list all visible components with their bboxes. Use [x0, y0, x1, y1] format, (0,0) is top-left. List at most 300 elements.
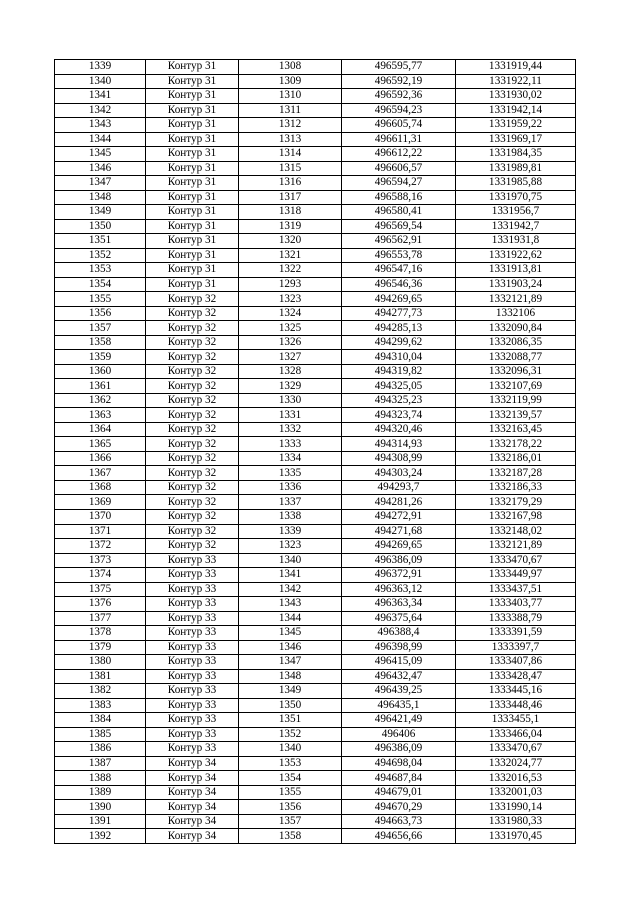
y-coordinate-cell: 1333391,59	[456, 626, 576, 641]
point-number-cell: 1335	[239, 466, 342, 481]
point-number-cell: 1337	[239, 495, 342, 510]
x-coordinate-cell: 494272,91	[342, 509, 456, 524]
x-coordinate-cell: 494269,65	[342, 539, 456, 554]
y-coordinate-cell: 1332090,84	[456, 321, 576, 336]
table-row	[55, 277, 576, 292]
x-coordinate-cell: 496547,16	[342, 263, 456, 278]
row-number-cell: 1371	[55, 524, 146, 539]
point-number-cell: 1327	[239, 350, 342, 365]
x-coordinate-cell: 496421,49	[342, 713, 456, 728]
contour-name-cell: Контур 32	[146, 524, 239, 539]
contour-name-cell: Контур 32	[146, 495, 239, 510]
y-coordinate-cell: 1332121,89	[456, 292, 576, 307]
x-coordinate-cell: 496605,74	[342, 118, 456, 133]
point-number-cell: 1352	[239, 727, 342, 742]
table-row	[55, 205, 576, 220]
table-row	[55, 640, 576, 655]
table-row	[55, 306, 576, 321]
contour-name-cell: Контур 31	[146, 74, 239, 89]
x-coordinate-cell: 496435,1	[342, 698, 456, 713]
y-coordinate-cell: 1332186,01	[456, 451, 576, 466]
x-coordinate-cell: 494320,46	[342, 422, 456, 437]
table-row	[55, 176, 576, 191]
row-number-cell: 1391	[55, 814, 146, 829]
row-number-cell: 1372	[55, 539, 146, 554]
table-row	[55, 292, 576, 307]
row-number-cell: 1375	[55, 582, 146, 597]
y-coordinate-cell: 1333455,1	[456, 713, 576, 728]
row-number-cell: 1376	[55, 597, 146, 612]
row-number-cell: 1374	[55, 568, 146, 583]
y-coordinate-cell: 1332163,45	[456, 422, 576, 437]
y-coordinate-cell: 1331903,24	[456, 277, 576, 292]
row-number-cell: 1381	[55, 669, 146, 684]
x-coordinate-cell: 496592,36	[342, 89, 456, 104]
point-number-cell: 1323	[239, 539, 342, 554]
contour-name-cell: Контур 33	[146, 597, 239, 612]
point-number-cell: 1311	[239, 103, 342, 118]
row-number-cell: 1356	[55, 306, 146, 321]
row-number-cell: 1354	[55, 277, 146, 292]
contour-name-cell: Контур 31	[146, 89, 239, 104]
point-number-cell: 1338	[239, 509, 342, 524]
table-row	[55, 785, 576, 800]
table-row	[55, 756, 576, 771]
x-coordinate-cell: 496588,16	[342, 190, 456, 205]
point-number-cell: 1334	[239, 451, 342, 466]
x-coordinate-cell: 496363,12	[342, 582, 456, 597]
point-number-cell: 1318	[239, 205, 342, 220]
x-coordinate-cell: 494281,26	[342, 495, 456, 510]
y-coordinate-cell: 1333407,86	[456, 655, 576, 670]
contour-name-cell: Контур 31	[146, 190, 239, 205]
y-coordinate-cell: 1332086,35	[456, 335, 576, 350]
contour-name-cell: Контур 34	[146, 829, 239, 844]
table-row	[55, 495, 576, 510]
contour-name-cell: Контур 31	[146, 103, 239, 118]
point-number-cell: 1325	[239, 321, 342, 336]
y-coordinate-cell: 1332148,02	[456, 524, 576, 539]
contour-name-cell: Контур 33	[146, 698, 239, 713]
row-number-cell: 1373	[55, 553, 146, 568]
row-number-cell: 1379	[55, 640, 146, 655]
y-coordinate-cell: 1331989,81	[456, 161, 576, 176]
x-coordinate-cell: 496439,25	[342, 684, 456, 699]
table-row	[55, 611, 576, 626]
row-number-cell: 1349	[55, 205, 146, 220]
table-row	[55, 553, 576, 568]
point-number-cell: 1321	[239, 248, 342, 263]
y-coordinate-cell: 1331942,14	[456, 103, 576, 118]
point-number-cell: 1348	[239, 669, 342, 684]
x-coordinate-cell: 494308,99	[342, 451, 456, 466]
point-number-cell: 1312	[239, 118, 342, 133]
x-coordinate-cell: 496612,22	[342, 147, 456, 162]
row-number-cell: 1365	[55, 437, 146, 452]
y-coordinate-cell: 1332167,98	[456, 509, 576, 524]
row-number-cell: 1385	[55, 727, 146, 742]
x-coordinate-cell: 494323,74	[342, 408, 456, 423]
point-number-cell: 1331	[239, 408, 342, 423]
y-coordinate-cell: 1331984,35	[456, 147, 576, 162]
y-coordinate-cell: 1331942,7	[456, 219, 576, 234]
contour-name-cell: Контур 34	[146, 800, 239, 815]
x-coordinate-cell: 494325,23	[342, 393, 456, 408]
table-row	[55, 451, 576, 466]
table-row	[55, 248, 576, 263]
x-coordinate-cell: 496432,47	[342, 669, 456, 684]
point-number-cell: 1324	[239, 306, 342, 321]
x-coordinate-cell: 494271,68	[342, 524, 456, 539]
table-row	[55, 800, 576, 815]
point-number-cell: 1317	[239, 190, 342, 205]
x-coordinate-cell: 494679,01	[342, 785, 456, 800]
table-row	[55, 626, 576, 641]
table-row	[55, 524, 576, 539]
row-number-cell: 1383	[55, 698, 146, 713]
contour-name-cell: Контур 32	[146, 292, 239, 307]
point-number-cell: 1339	[239, 524, 342, 539]
table-row	[55, 132, 576, 147]
x-coordinate-cell: 496386,09	[342, 742, 456, 757]
x-coordinate-cell: 496553,78	[342, 248, 456, 263]
point-number-cell: 1344	[239, 611, 342, 626]
contour-name-cell: Контур 32	[146, 509, 239, 524]
y-coordinate-cell: 1331922,11	[456, 74, 576, 89]
contour-name-cell: Контур 32	[146, 306, 239, 321]
table-row	[55, 393, 576, 408]
y-coordinate-cell: 1332186,33	[456, 480, 576, 495]
point-number-cell: 1349	[239, 684, 342, 699]
contour-name-cell: Контур 31	[146, 161, 239, 176]
contour-name-cell: Контур 34	[146, 814, 239, 829]
x-coordinate-cell: 496562,91	[342, 234, 456, 249]
point-number-cell: 1353	[239, 756, 342, 771]
point-number-cell: 1293	[239, 277, 342, 292]
row-number-cell: 1351	[55, 234, 146, 249]
contour-name-cell: Контур 34	[146, 771, 239, 786]
row-number-cell: 1347	[55, 176, 146, 191]
row-number-cell: 1342	[55, 103, 146, 118]
row-number-cell: 1367	[55, 466, 146, 481]
table-row	[55, 219, 576, 234]
table-row	[55, 568, 576, 583]
y-coordinate-cell: 1332016,53	[456, 771, 576, 786]
y-coordinate-cell: 1333428,47	[456, 669, 576, 684]
table-row	[55, 829, 576, 844]
y-coordinate-cell: 1333466,04	[456, 727, 576, 742]
contour-name-cell: Контур 33	[146, 669, 239, 684]
row-number-cell: 1343	[55, 118, 146, 133]
y-coordinate-cell: 1333448,46	[456, 698, 576, 713]
table-row	[55, 713, 576, 728]
row-number-cell: 1392	[55, 829, 146, 844]
point-number-cell: 1320	[239, 234, 342, 249]
row-number-cell: 1361	[55, 379, 146, 394]
point-number-cell: 1314	[239, 147, 342, 162]
row-number-cell: 1369	[55, 495, 146, 510]
table-row	[55, 234, 576, 249]
point-number-cell: 1336	[239, 480, 342, 495]
contour-name-cell: Контур 33	[146, 582, 239, 597]
y-coordinate-cell: 1331980,33	[456, 814, 576, 829]
table-row	[55, 118, 576, 133]
contour-name-cell: Контур 31	[146, 118, 239, 133]
y-coordinate-cell: 1332178,22	[456, 437, 576, 452]
x-coordinate-cell: 496592,19	[342, 74, 456, 89]
row-number-cell: 1366	[55, 451, 146, 466]
x-coordinate-cell: 494299,62	[342, 335, 456, 350]
y-coordinate-cell: 1333470,67	[456, 553, 576, 568]
table-row	[55, 480, 576, 495]
table-row	[55, 321, 576, 336]
table-row	[55, 669, 576, 684]
point-number-cell: 1323	[239, 292, 342, 307]
contour-name-cell: Контур 31	[146, 147, 239, 162]
table-row	[55, 742, 576, 757]
x-coordinate-cell: 496406	[342, 727, 456, 742]
x-coordinate-cell: 496580,41	[342, 205, 456, 220]
table-row	[55, 771, 576, 786]
contour-name-cell: Контур 32	[146, 321, 239, 336]
point-number-cell: 1310	[239, 89, 342, 104]
contour-name-cell: Контур 32	[146, 350, 239, 365]
contour-name-cell: Контур 32	[146, 539, 239, 554]
row-number-cell: 1390	[55, 800, 146, 815]
table-row	[55, 190, 576, 205]
y-coordinate-cell: 1333437,51	[456, 582, 576, 597]
x-coordinate-cell: 496611,31	[342, 132, 456, 147]
contour-name-cell: Контур 33	[146, 742, 239, 757]
x-coordinate-cell: 494277,73	[342, 306, 456, 321]
contour-name-cell: Контур 32	[146, 408, 239, 423]
y-coordinate-cell: 1331969,17	[456, 132, 576, 147]
contour-name-cell: Контур 32	[146, 422, 239, 437]
contour-name-cell: Контур 32	[146, 466, 239, 481]
point-number-cell: 1315	[239, 161, 342, 176]
contour-name-cell: Контур 31	[146, 248, 239, 263]
point-number-cell: 1340	[239, 742, 342, 757]
y-coordinate-cell: 1333388,79	[456, 611, 576, 626]
table-row	[55, 466, 576, 481]
table-row	[55, 263, 576, 278]
table-row	[55, 509, 576, 524]
point-number-cell: 1309	[239, 74, 342, 89]
contour-name-cell: Контур 33	[146, 684, 239, 699]
table-row	[55, 364, 576, 379]
table-row	[55, 814, 576, 829]
contour-name-cell: Контур 31	[146, 263, 239, 278]
contour-name-cell: Контур 31	[146, 234, 239, 249]
y-coordinate-cell: 1332107,69	[456, 379, 576, 394]
table-row	[55, 684, 576, 699]
contour-name-cell: Контур 33	[146, 626, 239, 641]
y-coordinate-cell: 1332106	[456, 306, 576, 321]
point-number-cell: 1351	[239, 713, 342, 728]
table-row	[55, 437, 576, 452]
y-coordinate-cell: 1331913,81	[456, 263, 576, 278]
x-coordinate-cell: 494698,04	[342, 756, 456, 771]
row-number-cell: 1378	[55, 626, 146, 641]
y-coordinate-cell: 1331956,7	[456, 205, 576, 220]
table-row	[55, 89, 576, 104]
x-coordinate-cell: 496386,09	[342, 553, 456, 568]
point-number-cell: 1316	[239, 176, 342, 191]
contour-name-cell: Контур 31	[146, 205, 239, 220]
table-row	[55, 582, 576, 597]
row-number-cell: 1389	[55, 785, 146, 800]
x-coordinate-cell: 496415,09	[342, 655, 456, 670]
row-number-cell: 1345	[55, 147, 146, 162]
contour-name-cell: Контур 32	[146, 451, 239, 466]
row-number-cell: 1380	[55, 655, 146, 670]
x-coordinate-cell: 496363,34	[342, 597, 456, 612]
y-coordinate-cell: 1332121,89	[456, 539, 576, 554]
row-number-cell: 1360	[55, 364, 146, 379]
y-coordinate-cell: 1332139,57	[456, 408, 576, 423]
x-coordinate-cell: 494670,29	[342, 800, 456, 815]
row-number-cell: 1340	[55, 74, 146, 89]
row-number-cell: 1353	[55, 263, 146, 278]
row-number-cell: 1359	[55, 350, 146, 365]
x-coordinate-cell: 494687,84	[342, 771, 456, 786]
row-number-cell: 1352	[55, 248, 146, 263]
point-number-cell: 1355	[239, 785, 342, 800]
point-number-cell: 1326	[239, 335, 342, 350]
point-number-cell: 1350	[239, 698, 342, 713]
x-coordinate-cell: 494314,93	[342, 437, 456, 452]
table-row	[55, 379, 576, 394]
table-row	[55, 597, 576, 612]
x-coordinate-cell: 494310,04	[342, 350, 456, 365]
table-row	[55, 60, 576, 75]
table-row	[55, 74, 576, 89]
table-row	[55, 335, 576, 350]
y-coordinate-cell: 1331930,02	[456, 89, 576, 104]
x-coordinate-cell: 494293,7	[342, 480, 456, 495]
y-coordinate-cell: 1331990,14	[456, 800, 576, 815]
point-number-cell: 1345	[239, 626, 342, 641]
row-number-cell: 1368	[55, 480, 146, 495]
row-number-cell: 1363	[55, 408, 146, 423]
point-number-cell: 1329	[239, 379, 342, 394]
row-number-cell: 1362	[55, 393, 146, 408]
contour-name-cell: Контур 31	[146, 132, 239, 147]
y-coordinate-cell: 1331970,75	[456, 190, 576, 205]
row-number-cell: 1388	[55, 771, 146, 786]
point-number-cell: 1330	[239, 393, 342, 408]
x-coordinate-cell: 494269,65	[342, 292, 456, 307]
y-coordinate-cell: 1332119,99	[456, 393, 576, 408]
row-number-cell: 1382	[55, 684, 146, 699]
contour-name-cell: Контур 31	[146, 219, 239, 234]
table-row	[55, 408, 576, 423]
row-number-cell: 1341	[55, 89, 146, 104]
point-number-cell: 1319	[239, 219, 342, 234]
x-coordinate-cell: 494656,66	[342, 829, 456, 844]
x-coordinate-cell: 494319,82	[342, 364, 456, 379]
x-coordinate-cell: 496388,4	[342, 626, 456, 641]
point-number-cell: 1357	[239, 814, 342, 829]
point-number-cell: 1356	[239, 800, 342, 815]
y-coordinate-cell: 1333449,97	[456, 568, 576, 583]
y-coordinate-cell: 1333445,16	[456, 684, 576, 699]
table-row	[55, 103, 576, 118]
contour-name-cell: Контур 33	[146, 553, 239, 568]
y-coordinate-cell: 1332024,77	[456, 756, 576, 771]
point-number-cell: 1346	[239, 640, 342, 655]
x-coordinate-cell: 494303,24	[342, 466, 456, 481]
row-number-cell: 1387	[55, 756, 146, 771]
point-number-cell: 1340	[239, 553, 342, 568]
x-coordinate-cell: 496372,91	[342, 568, 456, 583]
y-coordinate-cell: 1333403,77	[456, 597, 576, 612]
contour-name-cell: Контур 32	[146, 335, 239, 350]
coordinates-table	[54, 59, 576, 844]
row-number-cell: 1339	[55, 60, 146, 75]
row-number-cell: 1355	[55, 292, 146, 307]
row-number-cell: 1357	[55, 321, 146, 336]
x-coordinate-cell: 496606,57	[342, 161, 456, 176]
contour-name-cell: Контур 32	[146, 379, 239, 394]
table-row	[55, 655, 576, 670]
y-coordinate-cell: 1331919,44	[456, 60, 576, 75]
row-number-cell: 1358	[55, 335, 146, 350]
row-number-cell: 1370	[55, 509, 146, 524]
contour-name-cell: Контур 32	[146, 364, 239, 379]
x-coordinate-cell: 496594,23	[342, 103, 456, 118]
point-number-cell: 1347	[239, 655, 342, 670]
x-coordinate-cell: 496569,54	[342, 219, 456, 234]
y-coordinate-cell: 1331959,22	[456, 118, 576, 133]
contour-name-cell: Контур 31	[146, 277, 239, 292]
y-coordinate-cell: 1332001,03	[456, 785, 576, 800]
y-coordinate-cell: 1331931,8	[456, 234, 576, 249]
y-coordinate-cell: 1331922,62	[456, 248, 576, 263]
x-coordinate-cell: 496546,36	[342, 277, 456, 292]
y-coordinate-cell: 1333470,67	[456, 742, 576, 757]
x-coordinate-cell: 494663,73	[342, 814, 456, 829]
point-number-cell: 1322	[239, 263, 342, 278]
table-row	[55, 161, 576, 176]
x-coordinate-cell: 494325,05	[342, 379, 456, 394]
contour-name-cell: Контур 34	[146, 756, 239, 771]
y-coordinate-cell: 1332187,28	[456, 466, 576, 481]
y-coordinate-cell: 1333397,7	[456, 640, 576, 655]
table-row	[55, 727, 576, 742]
y-coordinate-cell: 1331970,45	[456, 829, 576, 844]
x-coordinate-cell: 496375,64	[342, 611, 456, 626]
contour-name-cell: Контур 33	[146, 640, 239, 655]
y-coordinate-cell: 1331985,88	[456, 176, 576, 191]
point-number-cell: 1332	[239, 422, 342, 437]
row-number-cell: 1350	[55, 219, 146, 234]
table-row	[55, 539, 576, 554]
point-number-cell: 1328	[239, 364, 342, 379]
x-coordinate-cell: 494285,13	[342, 321, 456, 336]
contour-name-cell: Контур 33	[146, 568, 239, 583]
y-coordinate-cell: 1332179,29	[456, 495, 576, 510]
contour-name-cell: Контур 34	[146, 785, 239, 800]
row-number-cell: 1364	[55, 422, 146, 437]
contour-name-cell: Контур 33	[146, 611, 239, 626]
contour-name-cell: Контур 32	[146, 480, 239, 495]
y-coordinate-cell: 1332096,31	[456, 364, 576, 379]
point-number-cell: 1343	[239, 597, 342, 612]
contour-name-cell: Контур 32	[146, 393, 239, 408]
y-coordinate-cell: 1332088,77	[456, 350, 576, 365]
point-number-cell: 1333	[239, 437, 342, 452]
